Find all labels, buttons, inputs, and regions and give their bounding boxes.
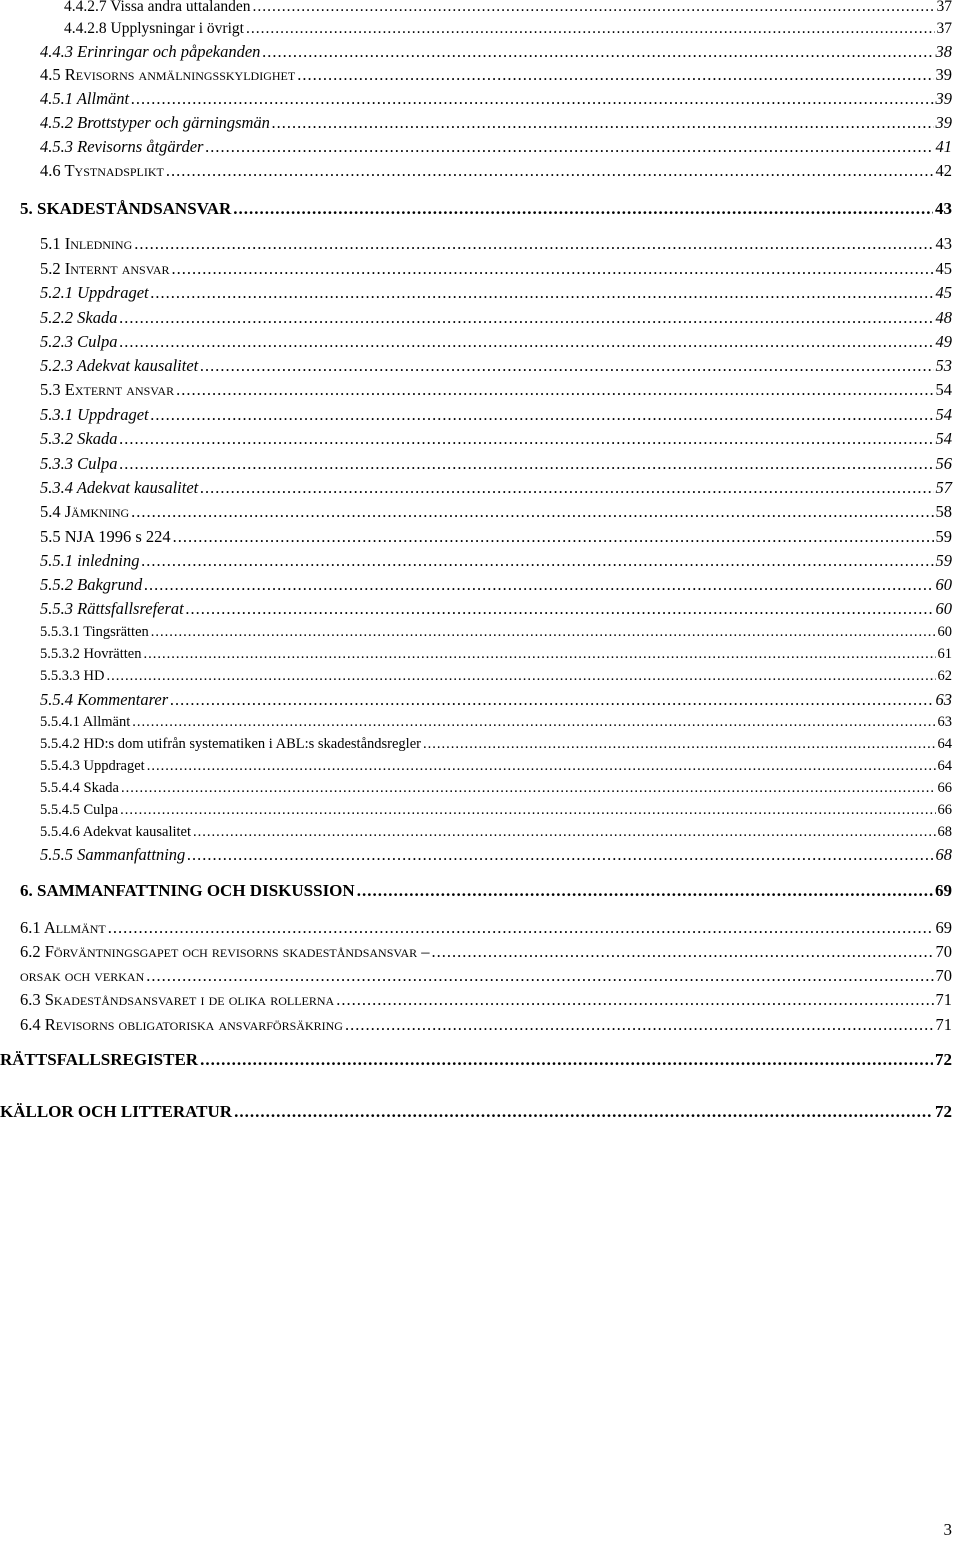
- toc-leader-dots: [262, 42, 933, 62]
- toc-leader-dots: [108, 918, 934, 938]
- toc-leader-dots: [121, 780, 936, 797]
- toc-leader-dots: [132, 714, 935, 731]
- toc-entry-page: 39: [935, 89, 952, 108]
- toc-entry-page: 43: [935, 199, 952, 218]
- toc-entry-label: 5.2.1 Uppdraget: [40, 283, 149, 302]
- toc-entry-label: 5.3 Externt ansvar: [40, 380, 175, 399]
- toc-leader-dots: [423, 736, 936, 753]
- toc-entry-page: 70: [935, 942, 952, 961]
- toc-entry-page: 72: [935, 1050, 952, 1069]
- toc-entry-page: 53: [935, 356, 952, 375]
- toc-leader-dots: [172, 259, 934, 279]
- toc-entry[interactable]: [0, 780, 960, 797]
- toc-entry-page: 37: [936, 20, 952, 37]
- toc-chapter[interactable]: [0, 1102, 960, 1122]
- toc-entry-page: 57: [935, 478, 952, 497]
- toc-entry-label: 5.5.3.2 Hovrätten: [40, 646, 142, 662]
- toc-entry-page: 43: [935, 234, 952, 253]
- toc-leader-dots: [146, 966, 933, 986]
- toc-entry[interactable]: [0, 736, 960, 753]
- toc-entry-label: 4.5.1 Allmänt: [40, 89, 130, 108]
- toc-entry-label: 4.4.2.7 Vissa andra uttalanden: [64, 0, 251, 15]
- toc-entry-label: 5.5.4.6 Adekvat kausalitet: [40, 824, 192, 840]
- toc-entry[interactable]: [0, 966, 960, 986]
- toc-entry-label: 4.5.2 Brottstyper och gärningsmän: [40, 113, 270, 132]
- toc-leader-dots: [186, 599, 934, 619]
- toc-leader-dots: [176, 380, 933, 400]
- toc-leader-dots: [141, 551, 933, 571]
- toc-leader-dots: [143, 646, 935, 663]
- toc-entry[interactable]: [0, 89, 960, 109]
- toc-entry-page: 71: [935, 1015, 952, 1034]
- toc-entry-label: 5.3.4 Adekvat kausalitet: [40, 478, 199, 497]
- toc-entry-label: 5.5.5 Sammanfattning: [40, 845, 186, 864]
- toc-leader-dots: [233, 199, 933, 219]
- toc-entry-page: 68: [937, 824, 952, 840]
- toc-leader-dots: [147, 758, 936, 775]
- toc-leader-dots: [252, 0, 934, 16]
- toc-entry-page: 54: [935, 380, 952, 399]
- toc-entry-label: 6.2 Förväntningsgapet och revisorns skadeståndsansvar –: [20, 942, 430, 961]
- toc-leader-dots: [119, 454, 933, 474]
- toc-entry[interactable]: [0, 332, 960, 352]
- toc-entry-page: 41: [935, 137, 952, 156]
- toc-entry[interactable]: [0, 758, 960, 775]
- toc-entry-label: 4.5 Revisorns anmälningsskyldighet: [40, 65, 296, 84]
- toc-entry-page: 54: [935, 429, 952, 448]
- toc-entry-label: 5.5.3.3 HD: [40, 668, 105, 684]
- toc-entry[interactable]: [0, 668, 960, 685]
- toc-entry-page: 45: [935, 259, 952, 278]
- toc-entry-label: 5.5.2 Bakgrund: [40, 575, 143, 594]
- toc-entry-label: 5.5.4.2 HD:s dom utifrån systematiken i ABL:s skadeståndsregler: [40, 736, 421, 752]
- toc-entry-label: 5.5.1 inledning: [40, 551, 140, 570]
- toc-chapter[interactable]: [0, 1050, 960, 1070]
- toc-leader-dots: [193, 824, 935, 841]
- toc-entry[interactable]: [0, 20, 960, 38]
- toc-leader-dots: [200, 356, 933, 376]
- toc-entry[interactable]: [0, 454, 960, 474]
- toc-entry-label: 6. SAMMANFATTNING OCH DISKUSSION: [20, 881, 355, 900]
- toc-entry[interactable]: [0, 990, 960, 1010]
- toc-entry[interactable]: [0, 380, 960, 400]
- toc-chapter[interactable]: [0, 881, 960, 901]
- toc-entry-page: 68: [935, 845, 952, 864]
- toc-entry-label: RÄTTSFALLSREGISTER: [0, 1050, 199, 1069]
- toc-leader-dots: [173, 527, 934, 547]
- toc-leader-dots: [187, 845, 933, 865]
- toc-leader-dots: [200, 1050, 933, 1070]
- toc-entry-page: 63: [937, 714, 952, 730]
- toc-leader-dots: [134, 234, 933, 254]
- toc-entry-label: 5.3.2 Skada: [40, 429, 118, 448]
- toc-entry-page: 39: [935, 113, 952, 132]
- toc-entry[interactable]: [0, 714, 960, 731]
- toc-entry-page: 59: [935, 551, 952, 570]
- toc-entry-label: 5. SKADESTÅNDSANSVAR: [20, 199, 232, 218]
- toc-entry-label: 5.5 NJA 1996 s 224: [40, 527, 171, 546]
- toc-entry-page: 71: [935, 990, 952, 1009]
- toc-entry-page: 56: [935, 454, 952, 473]
- toc-entry-label: 5.5.4.3 Uppdraget: [40, 758, 145, 774]
- toc-entry-label: 5.5.4 Kommentarer: [40, 690, 169, 709]
- toc-entry[interactable]: [0, 113, 960, 133]
- toc-entry-page: 64: [937, 758, 952, 774]
- toc-entry-label: 5.3.3 Culpa: [40, 454, 118, 473]
- toc-entry[interactable]: [0, 845, 960, 865]
- toc-entry-page: 37: [936, 0, 952, 15]
- toc-entry[interactable]: [0, 690, 960, 710]
- page-number: 3: [943, 1520, 952, 1539]
- toc-entry[interactable]: [0, 918, 960, 938]
- toc-leader-dots: [119, 308, 933, 328]
- toc-entry-page: 69: [935, 881, 952, 900]
- toc-leader-dots: [131, 502, 933, 522]
- toc-entry[interactable]: [0, 624, 960, 641]
- toc-entry-label: 6.1 Allmänt: [20, 918, 106, 937]
- toc-leader-dots: [246, 20, 935, 38]
- toc-entry-label: 6.4 Revisorns obligatoriska ansvarförsäkring: [20, 1015, 343, 1034]
- toc-entry[interactable]: [0, 65, 960, 85]
- toc-entry-page: 72: [935, 1102, 952, 1121]
- toc-entry-page: 58: [935, 502, 952, 521]
- toc-entry-label: 5.2 Internt ansvar: [40, 259, 170, 278]
- toc-entry-page: 48: [935, 308, 952, 327]
- toc-entry[interactable]: [0, 551, 960, 571]
- toc-entry-page: 38: [935, 42, 952, 61]
- toc-entry-label: 5.5.3.1 Tingsrätten: [40, 624, 149, 640]
- toc-entry[interactable]: [0, 259, 960, 279]
- toc-entry[interactable]: [0, 527, 960, 547]
- toc-entry[interactable]: [0, 478, 960, 498]
- toc-leader-dots: [144, 575, 933, 595]
- toc-entry-page: 42: [935, 161, 952, 180]
- toc-leader-dots: [297, 65, 933, 85]
- toc-entry-page: 39: [935, 65, 952, 84]
- toc-entry-page: 66: [937, 802, 952, 818]
- toc-entry[interactable]: [0, 137, 960, 157]
- toc-entry[interactable]: [0, 502, 960, 522]
- toc-entry[interactable]: [0, 161, 960, 181]
- toc-entry[interactable]: [0, 308, 960, 328]
- toc-entry-label: 5.5.4.5 Culpa: [40, 802, 119, 818]
- toc-leader-dots: [200, 478, 933, 498]
- toc-entry-label: 4.6 Tystnadsplikt: [40, 161, 164, 180]
- toc-leader-dots: [106, 668, 935, 685]
- toc-entry[interactable]: [0, 1015, 960, 1035]
- toc-entry[interactable]: [0, 42, 960, 62]
- toc-entry-page: 62: [937, 668, 952, 684]
- toc-entry[interactable]: [0, 429, 960, 449]
- toc-entry-page: 60: [935, 599, 952, 618]
- toc-leader-dots: [131, 89, 933, 109]
- toc-entry-label: 5.5.4.4 Skada: [40, 780, 119, 796]
- toc-entry-label: 5.5.4.1 Allmänt: [40, 714, 131, 730]
- toc-entry-page: 66: [937, 780, 952, 796]
- toc-entry-page: 54: [935, 405, 952, 424]
- toc-leader-dots: [234, 1102, 933, 1122]
- toc-entry[interactable]: [0, 599, 960, 619]
- toc-entry-label: 5.2.3 Adekvat kausalitet: [40, 356, 199, 375]
- toc-leader-dots: [120, 802, 935, 819]
- toc-entry-page: 45: [935, 283, 952, 302]
- toc-entry-page: 61: [937, 646, 952, 662]
- toc-entry[interactable]: [0, 356, 960, 376]
- toc-entry-page: 70: [935, 966, 952, 985]
- toc-entry[interactable]: [0, 802, 960, 819]
- toc-entry-label: 5.2.3 Culpa: [40, 332, 118, 351]
- toc-entry-label: 5.5.3 Rättsfallsreferat: [40, 599, 184, 618]
- toc-entry-label: 4.4.2.8 Upplysningar i övrigt: [64, 20, 244, 37]
- toc-leader-dots: [336, 990, 933, 1010]
- toc-leader-dots: [205, 137, 933, 157]
- toc-entry-label: 4.4.3 Erinringar och påpekanden: [40, 42, 261, 61]
- toc-entry[interactable]: [0, 942, 960, 962]
- toc-leader-dots: [119, 332, 933, 352]
- toc-entry[interactable]: [0, 283, 960, 303]
- toc-leader-dots: [272, 113, 934, 133]
- toc-entry[interactable]: [0, 646, 960, 663]
- toc-leader-dots: [151, 624, 936, 641]
- toc-entry-label: 5.4 Jämkning: [40, 502, 130, 521]
- toc-entry-label: 6.3 Skadeståndsansvaret i de olika rollerna: [20, 990, 335, 1009]
- toc-entry-label: orsak och verkan: [20, 966, 145, 985]
- toc-leader-dots: [119, 429, 933, 449]
- toc-entry-page: 64: [937, 736, 952, 752]
- toc-entry[interactable]: [0, 234, 960, 254]
- toc-entry[interactable]: [0, 824, 960, 841]
- toc-leader-dots: [166, 161, 934, 181]
- toc-entry-label: 5.1 Inledning: [40, 234, 133, 253]
- toc-leader-dots: [432, 942, 934, 962]
- toc-leader-dots: [357, 881, 933, 901]
- toc-entry-page: 49: [935, 332, 952, 351]
- toc-entry-label: 4.5.3 Revisorns åtgärder: [40, 137, 204, 156]
- toc-leader-dots: [151, 283, 934, 303]
- toc-entry-page: 59: [935, 527, 952, 546]
- toc-entry-page: 69: [935, 918, 952, 937]
- toc-entry[interactable]: [0, 405, 960, 425]
- toc-chapter[interactable]: [0, 199, 960, 219]
- toc-entry-page: 60: [935, 575, 952, 594]
- toc-entry-page: 60: [937, 624, 952, 640]
- toc-entry-label: KÄLLOR OCH LITTERATUR: [0, 1102, 233, 1121]
- toc-entry-label: 5.2.2 Skada: [40, 308, 118, 327]
- toc-leader-dots: [170, 690, 933, 710]
- toc-leader-dots: [151, 405, 934, 425]
- toc-entry-label: 5.3.1 Uppdraget: [40, 405, 149, 424]
- toc-leader-dots: [345, 1015, 934, 1035]
- toc-entry[interactable]: [0, 0, 960, 16]
- toc-entry-page: 63: [935, 690, 952, 709]
- toc-entry[interactable]: [0, 575, 960, 595]
